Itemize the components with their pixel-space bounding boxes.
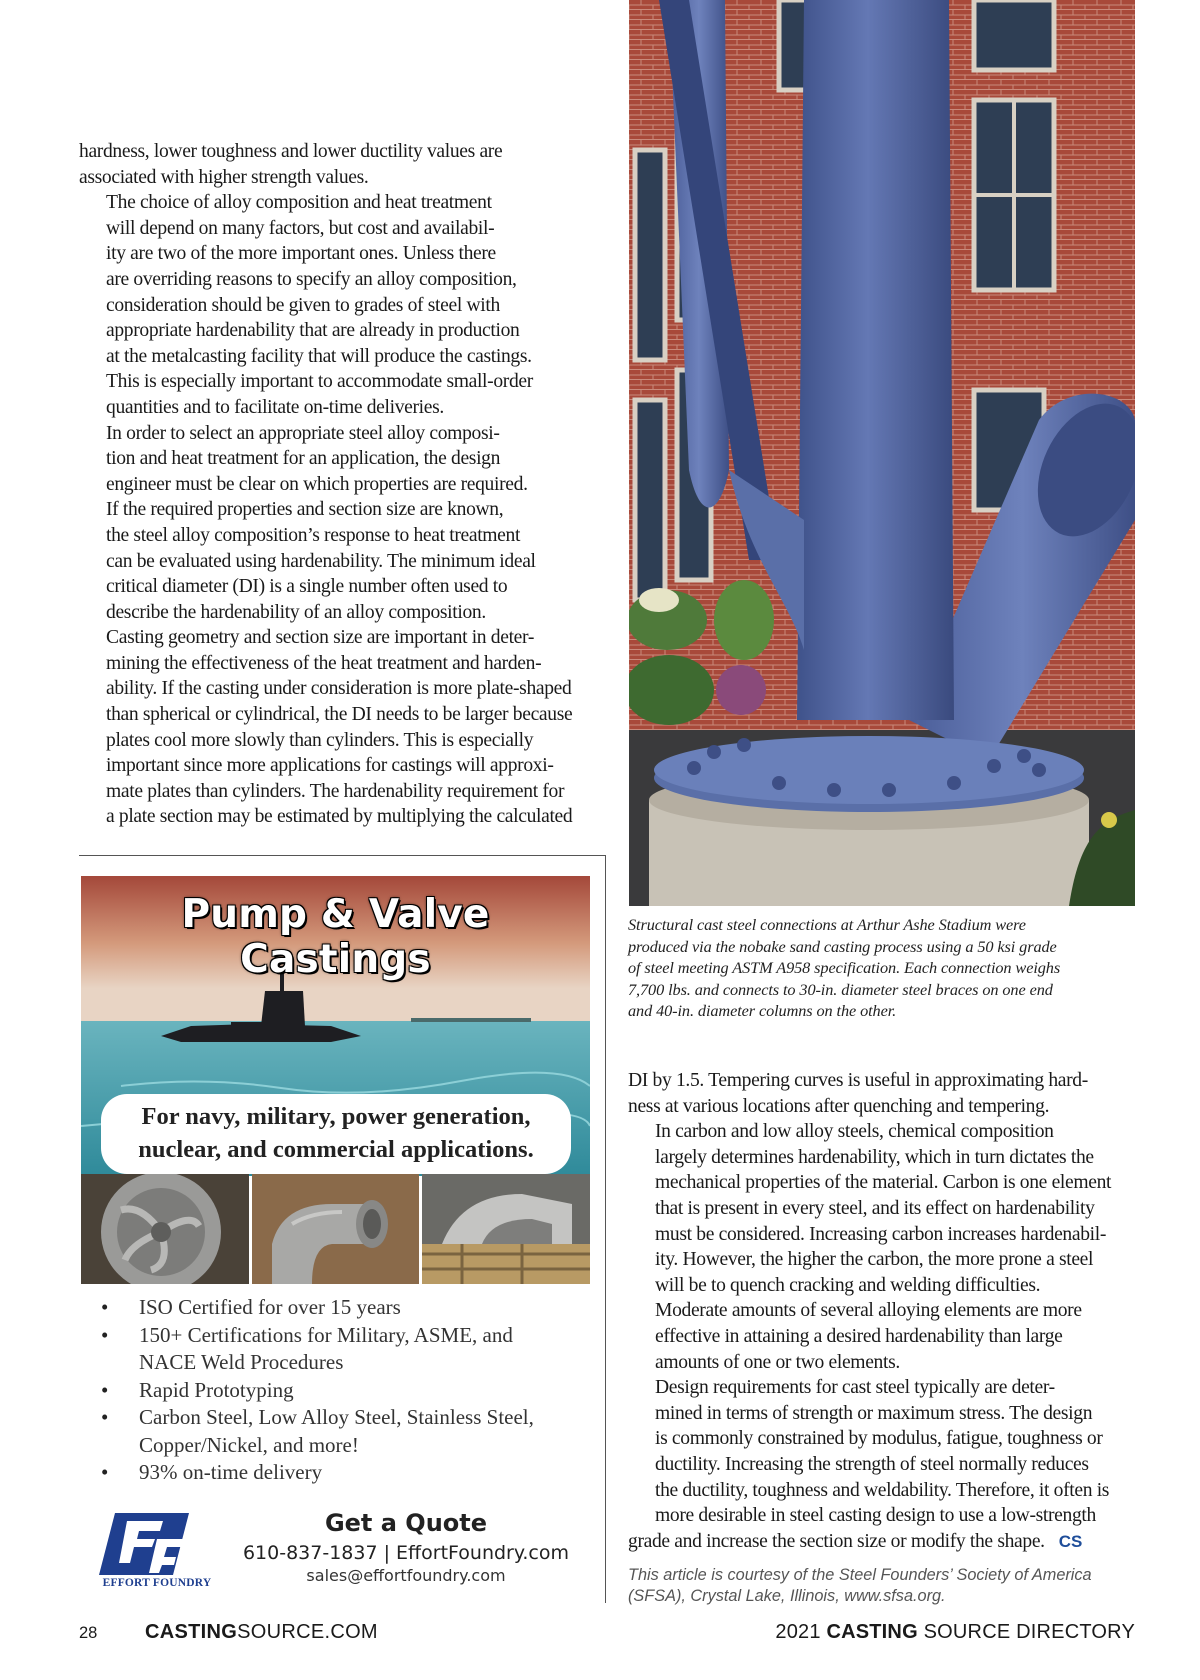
footer-site-name[interactable] — [145, 1621, 378, 1644]
text-line: If the required properties and section size are known, — [106, 499, 504, 521]
text-line: amounts of one or two elements. — [655, 1351, 900, 1373]
ad-logo-wordmark: EFFORT FOUNDRY — [102, 1577, 212, 1589]
text-line: ity are two of the more important ones. Unless there — [106, 243, 496, 265]
text-line: 7,700 lbs. and connects to 30-in. diameter steel braces on one end — [628, 979, 1053, 999]
text-line: In carbon and low alloy steels, chemical composition — [655, 1121, 1054, 1143]
text-line: appropriate hardenability that are already in production — [106, 320, 520, 342]
text-line: • ISO Certified for over 15 years — [139, 1295, 401, 1319]
text-line: Design requirements for cast steel typically are deter- — [655, 1377, 1055, 1399]
ad-contact-block[interactable] — [226, 1508, 586, 1586]
text-line: grade and increase the section size or modify the shape. — [628, 1530, 1045, 1552]
effort-foundry-advertisement[interactable] — [81, 876, 590, 1598]
paragraph — [79, 139, 599, 190]
text-line: DI by 1.5. Tempering curves is useful in approximating hard- — [628, 1070, 1088, 1091]
ad-feature-item — [99, 1377, 579, 1405]
text-line: tion and heat treatment for an application, the design — [106, 448, 501, 470]
text-line: mate plates than cylinders. The hardenability requirement for — [106, 780, 565, 802]
directory-bold: CASTING — [826, 1621, 918, 1643]
text-line: a plate section may be estimated by multiplying the calculated — [106, 806, 573, 828]
text-line: engineer must be clear on which properties are required. — [106, 473, 528, 495]
text-line: that is present in every steel, and its effect on hardenability — [655, 1197, 1095, 1219]
text-line: NACE Weld Procedures — [139, 1350, 344, 1374]
text-line: Moderate amounts of several alloying elements are more — [655, 1300, 1082, 1322]
text-line: can be evaluated using hardenability. The minimum ideal — [106, 550, 536, 572]
paragraph — [628, 1298, 1148, 1375]
phone-website-line[interactable]: 610-837-1837 | EffortFoundry.com — [242, 1542, 570, 1564]
page-number: 28 — [79, 1624, 98, 1642]
text-line: ability. If the casting under consideration is more plate-shaped — [106, 678, 572, 700]
paragraph — [79, 421, 599, 626]
text-line: largely determines hardenability, which in turn dictates the — [655, 1146, 1094, 1168]
text-line: of steel meeting ASTM A958 specification. Each connection weighs — [628, 958, 1061, 978]
ad-hero-image — [81, 876, 590, 1176]
text-line: is commonly constrained by modulus, fatigue, toughness or — [655, 1428, 1103, 1450]
ad-feature-item — [99, 1459, 579, 1487]
ad-banner — [101, 1094, 571, 1174]
text-line: describe the hardenability of an alloy composition. — [106, 601, 486, 623]
text-line: Copper/Nickel, and more! — [139, 1432, 359, 1457]
text-line: • Carbon Steel, Low Alloy Steel, Stainless Steel, — [139, 1405, 534, 1429]
text-line: For navy, military, power generation, — [141, 1103, 531, 1130]
machined-casting-photo — [422, 1174, 590, 1284]
email-address[interactable]: sales@effortfoundry.com — [306, 1566, 506, 1585]
text-line: Casting geometry and section size are important in deter- — [106, 627, 534, 649]
text-line: nuclear, and commercial applications. — [138, 1136, 534, 1163]
paragraph — [628, 1375, 1148, 1554]
left-text-column — [79, 139, 599, 830]
text-line: consideration should be given to grades of steel with — [106, 294, 500, 316]
directory-rest: SOURCE DIRECTORY — [923, 1621, 1135, 1643]
text-line: • 93% on-time delivery — [139, 1460, 323, 1484]
text-line: at the metalcasting facility that will produce the castings. — [106, 345, 532, 367]
paragraph — [628, 1068, 1148, 1119]
text-line: the steel alloy composition’s response to heat treatment — [106, 524, 521, 546]
text-line: and 40-in. diameter columns on the other. — [628, 1001, 897, 1021]
get-quote-heading: Get a Quote — [324, 1509, 488, 1537]
article-end-mark: CS — [1058, 1531, 1083, 1551]
ad-feature-list — [99, 1294, 579, 1487]
right-text-column — [628, 1068, 1148, 1554]
text-line: This is especially important to accommodate small-order — [106, 371, 533, 393]
text-line: • 150+ Certifications for Military, ASME, and — [139, 1322, 513, 1347]
text-line: Structural cast steel connections at Arthur Ashe Stadium were — [628, 915, 1026, 934]
footer-directory-title — [775, 1621, 1135, 1644]
text-line: produced via the nobake sand casting process using a 50 ksi grade — [628, 936, 1057, 956]
site-name-bold: CASTING — [145, 1621, 238, 1643]
text-line: the ductility, toughness and weldability. Therefore, it often is — [655, 1479, 1110, 1501]
text-line: will depend on many factors, but cost and availabil- — [106, 217, 495, 239]
text-line: plates cool more slowly than cylinders. This is especially — [106, 729, 534, 751]
photo-caption — [628, 914, 1138, 1022]
text-line: quantities and to facilitate on-time deliveries. — [106, 396, 444, 418]
text-line: hardness, lower toughness and lower ductility values are — [79, 141, 503, 162]
impeller-casting-photo — [81, 1174, 249, 1284]
article-credit — [628, 1565, 1148, 1607]
text-line: associated with higher strength values. — [79, 166, 369, 188]
ad-feature-item — [99, 1404, 579, 1459]
text-line: must be considered. Increasing carbon increases hardenabil- — [655, 1223, 1107, 1245]
text-line: critical diameter (DI) is a single number often used to — [106, 576, 508, 598]
text-line: mechanical properties of the material. Carbon is one element — [655, 1172, 1112, 1194]
ad-feature-item — [99, 1294, 579, 1322]
text-line: (SFSA), Crystal Lake, Illinois, www.sfsa.org. — [628, 1587, 946, 1605]
text-line: will be to quench cracking and welding difficulties. — [655, 1274, 1041, 1296]
text-line: more desirable in steel casting design to use a low-strength — [655, 1505, 1096, 1527]
text-line: • Rapid Prototyping — [139, 1377, 294, 1402]
text-line: important since more applications for castings will approxi- — [106, 755, 554, 777]
text-line: effective in attaining a desired hardenability than large — [655, 1325, 1063, 1347]
paragraph — [628, 1119, 1148, 1298]
ad-title: Pump & Valve Castings — [181, 892, 490, 982]
paragraph — [79, 625, 599, 830]
ad-feature-item — [99, 1322, 579, 1377]
text-line: In order to select an appropriate steel alloy composi- — [106, 422, 500, 444]
elbow-casting-photo — [252, 1174, 420, 1284]
text-line: ductility. Increasing the strength of steel normally reduces — [655, 1453, 1089, 1475]
text-line: mined in terms of strength or maximum stress. The design — [655, 1402, 1093, 1424]
text-line: ness at various locations after quenching and tempering. — [628, 1095, 1050, 1117]
ad-product-photos — [81, 1174, 590, 1284]
text-line: The choice of alloy composition and heat treatment — [106, 192, 492, 214]
paragraph — [79, 190, 599, 420]
text-line: ity. However, the higher the carbon, the more prone a steel — [655, 1249, 1094, 1271]
site-name-rest: SOURCE.COM — [237, 1621, 378, 1643]
text-line: than spherical or cylindrical, the DI needs to be larger because — [106, 704, 573, 726]
page-footer — [79, 1621, 1135, 1651]
stadium-steel-connection-photo — [629, 0, 1135, 906]
directory-year: 2021 — [775, 1621, 821, 1643]
text-line: mining the effectiveness of the heat treatment and harden- — [106, 652, 542, 674]
text-line: are overriding reasons to specify an alloy composition, — [106, 268, 517, 290]
text-line: This article is courtesy of the Steel Founders’ Society of America — [628, 1566, 1092, 1584]
